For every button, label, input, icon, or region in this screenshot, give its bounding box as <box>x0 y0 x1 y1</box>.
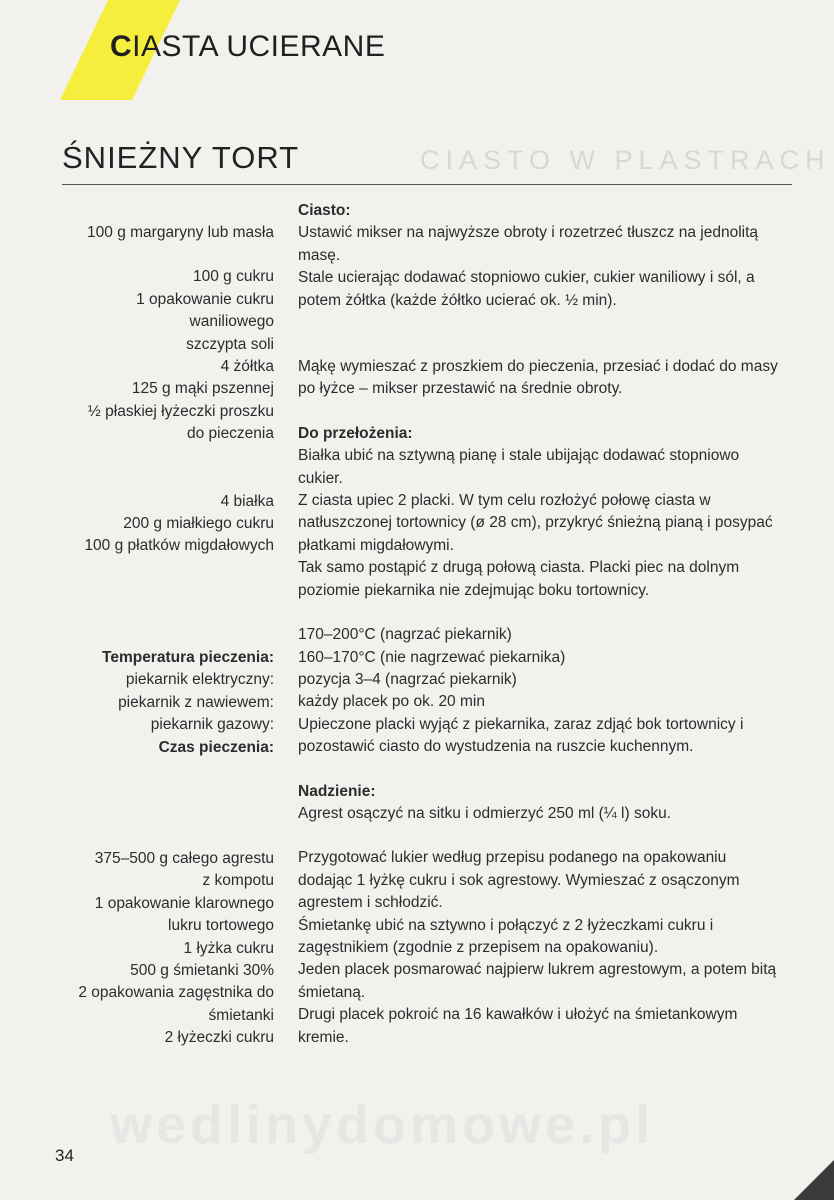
ingredient-item: 2 opakowania zagęstnika do <box>78 984 274 1002</box>
method-paragraph: Śmietankę ubić na sztywno i połączyć z 2 łyżeczkami cukru i zagęstnikiem (zgodnie z przepisem na opakowaniu). <box>298 916 714 956</box>
section-heading-ciasto: Ciasto: <box>298 202 351 219</box>
watermark: wedlinydomowe.pl <box>110 1095 655 1155</box>
temperature-value: 170–200°C (nagrzać piekarnik) <box>298 626 512 644</box>
section-heading-nadzienie: Nadzienie: <box>298 782 376 800</box>
method-paragraph: Przygotować lukier według przepisu podanego na opakowaniu dodając 1 łyżkę cukru i sok agrestowy. Wymieszać z osączonym agrestem i schłodzić. <box>298 849 740 912</box>
temperature-label: Temperatura pieczenia: <box>102 648 274 666</box>
ingredient-item: 4 żółtka <box>220 358 274 376</box>
chapter-title: CIASTA UCIERANE <box>110 30 386 63</box>
temperature-value: 160–170°C (nie nagrzewać piekarnika) <box>298 648 566 666</box>
ingredient-item: do pieczenia <box>186 425 274 443</box>
ingredient-item: 2 łyżeczki cukru <box>164 1029 274 1047</box>
page-corner-shadow <box>794 1160 834 1200</box>
ingredient-item: ½ płaskiej łyżeczki proszku <box>87 402 274 420</box>
ingredient-item: 125 g mąki pszennej <box>131 380 274 398</box>
method-paragraph: Stale ucierając dodawać stopniowo cukier, cukier waniliowy i sól, a potem żółtka (każde żółtko ucierać ok. ½ min). <box>298 269 755 309</box>
section-heading-przelozenie: Do przełożenia: <box>298 424 413 442</box>
ingredient-item: 1 opakowanie klarownego <box>94 894 274 912</box>
ingredient-item: śmietanki <box>208 1006 274 1024</box>
ingredient-item: 100 g margaryny lub masła <box>87 224 274 241</box>
oven-type-label: piekarnik z nawiewem: <box>118 693 274 711</box>
ingredient-item: szczypta soli <box>186 335 274 353</box>
recipe-title: ŚNIEŻNY TORT <box>62 140 300 175</box>
method-paragraph: Mąkę wymieszać z proszkiem do pieczenia, przesiać i dodać do masy po łyżce – mikser przestawić na średnie obroty. <box>298 358 778 398</box>
method-paragraph: Tak samo postąpić z drugą połową ciasta. Placki piec na dolnym poziomie piekarnika nie zdejmując boku tortownicy. <box>298 559 740 599</box>
ingredient-item: 4 białka <box>220 492 274 510</box>
oven-type-label: piekarnik gazowy: <box>150 716 274 734</box>
baking-time-value: każdy placek po ok. 20 min <box>298 693 485 711</box>
method-paragraph: Agrest osączyć na sitku i odmierzyć 250 ml (¼ l) soku. <box>298 804 671 822</box>
oven-type-label: piekarnik elektryczny: <box>125 671 274 689</box>
method-paragraph: Z ciasta upiec 2 placki. W tym celu rozłożyć połowę ciasta w natłuszczonej tortownicy (ø 28 cm), przykryć śnieżną pianą i posypać płatkami migdałowymi. <box>298 492 773 554</box>
ingredient-item: 1 opakowanie cukru <box>136 290 274 308</box>
ingredient-item: 375–500 g całego agrestu <box>94 849 274 867</box>
method-paragraph: Jeden placek posmarować najpierw lukrem agrestowym, a potem bitą śmietaną. <box>298 961 777 1001</box>
ingredient-item: z kompotu <box>202 872 274 890</box>
page-number: 34 <box>55 1146 74 1165</box>
method-paragraph: Ustawić mikser na najwyższe obroty i rozetrzeć tłuszcz na jednolitą masę. <box>298 224 759 264</box>
temperature-value: pozycja 3–4 (nagrzać piekarnik) <box>298 670 517 688</box>
method-column <box>298 200 778 1049</box>
method-paragraph: Upieczone placki wyjąć z piekarnika, zaraz zdjąć bok tortownicy i pozostawić ciasto do wystudzenia na ruszcie kuchennym. <box>298 715 744 756</box>
ingredients-column <box>24 222 274 1050</box>
method-paragraph: Drugi placek pokroić na 16 kawałków i ułożyć na śmietankowym kremie. <box>298 1006 738 1046</box>
ingredient-item: 1 łyżka cukru <box>183 939 274 957</box>
ingredient-item: 100 g cukru <box>193 268 274 286</box>
ingredient-item: lukru tortowego <box>168 917 274 935</box>
ingredient-item: waniliowego <box>189 313 274 331</box>
ingredient-item: 200 g miałkiego cukru <box>123 515 274 533</box>
ingredient-item: 100 g płatków migdałowych <box>84 537 274 555</box>
ingredient-item: 500 g śmietanki 30% <box>130 961 274 979</box>
bleed-through-text: CIASTO W PLASTRACH <box>420 145 831 175</box>
method-paragraph: Białka ubić na sztywną pianę i stale ubijając dodawać stopniowo cukier. <box>298 447 740 487</box>
baking-time-label: Czas pieczenia: <box>158 738 274 756</box>
title-divider <box>62 184 792 185</box>
